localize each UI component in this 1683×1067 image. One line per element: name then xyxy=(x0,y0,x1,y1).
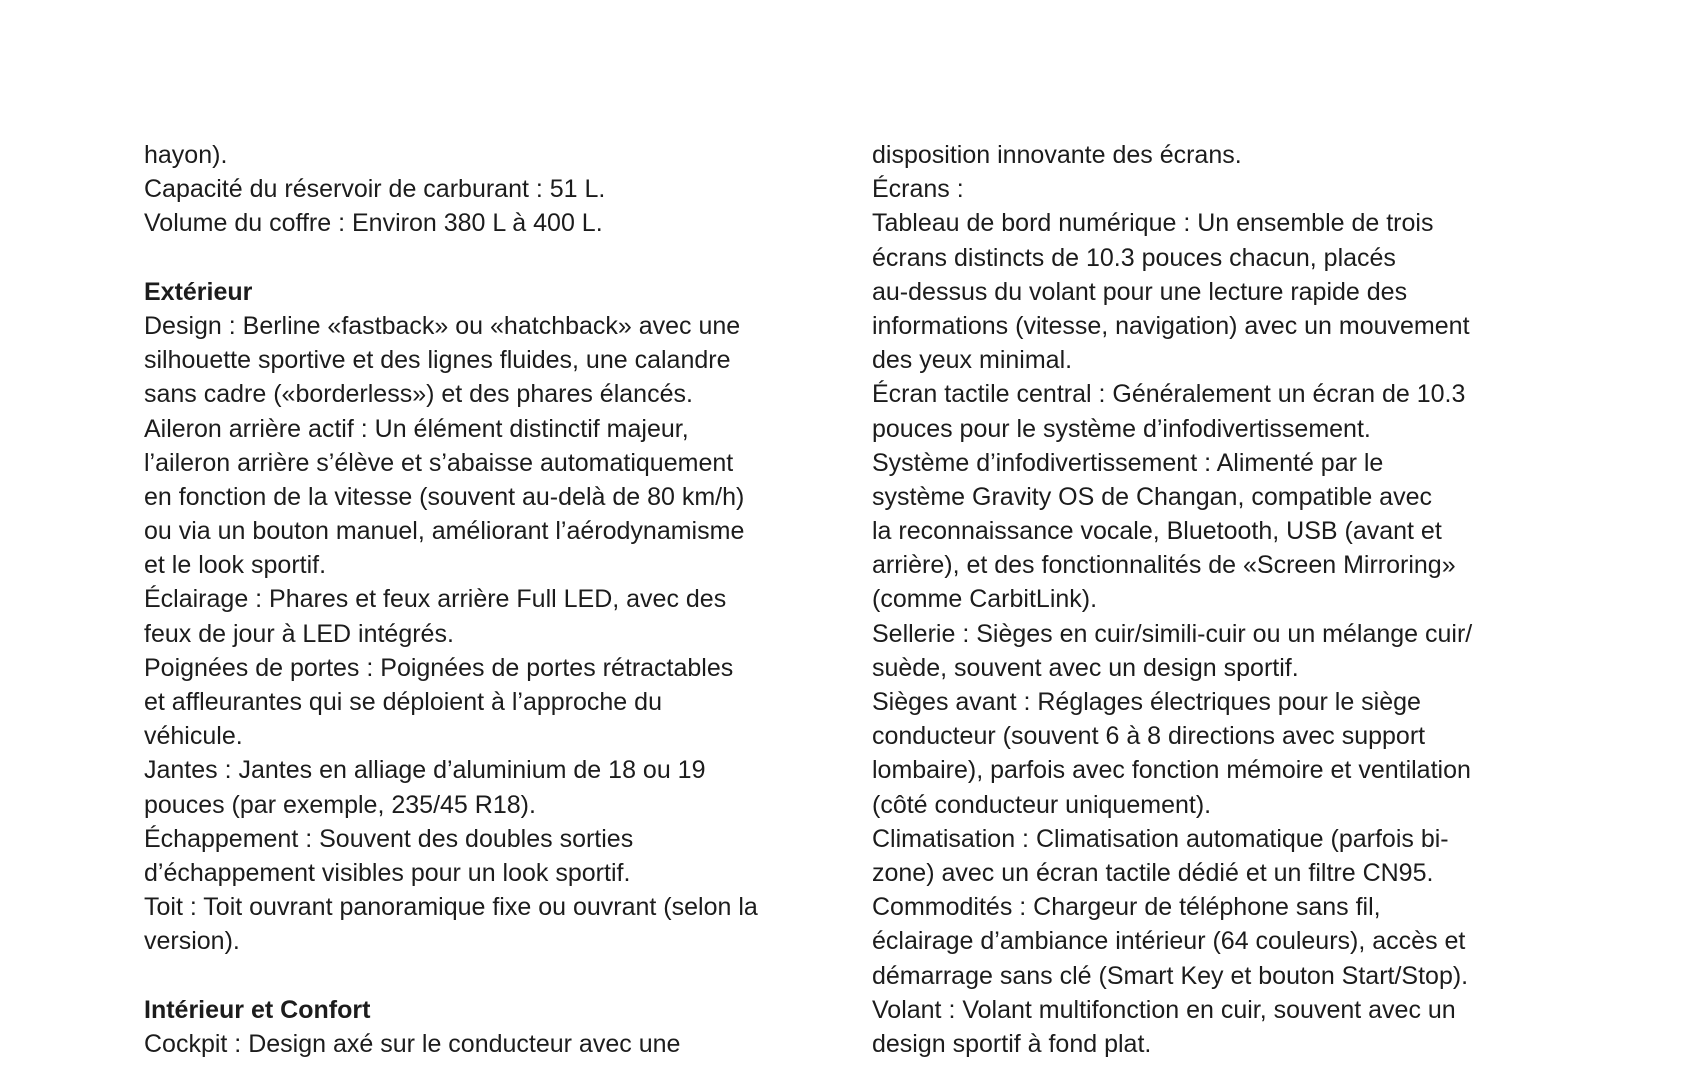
text-line: pouces (par exemple, 235/45 R18). xyxy=(144,790,536,819)
text-line: Éclairage : Phares et feux arrière Full LED, avec des xyxy=(144,585,727,614)
text-line: et affleurantes qui se déploient à l’approche du xyxy=(144,688,662,716)
text-line: disposition innovante des écrans. xyxy=(872,141,1242,169)
text-line: Tableau de bord numérique : Un ensemble de trois xyxy=(872,209,1434,238)
left-column xyxy=(144,138,854,1061)
text-line: suède, souvent avec un design sportif. xyxy=(872,653,1299,682)
right-column xyxy=(872,138,1572,1061)
text-line: des yeux minimal. xyxy=(872,346,1073,375)
text-line: la reconnaissance vocale, Bluetooth, USB (avant et xyxy=(872,517,1442,546)
text-line: ou via un bouton manuel, améliorant l’aérodynamisme xyxy=(144,517,745,546)
text-line: éclairage d’ambiance intérieur (64 couleurs), accès et xyxy=(872,927,1466,956)
text-line: au-dessus du volant pour une lecture rapide des xyxy=(872,277,1408,306)
text-line: véhicule. xyxy=(144,722,243,751)
text-line: Aileron arrière actif : Un élément distinctif majeur, xyxy=(144,414,689,443)
text-line: (comme CarbitLink). xyxy=(872,585,1098,614)
text-line: Climatisation : Climatisation automatique (parfois bi- xyxy=(872,824,1449,853)
text-line: arrière), et des fonctionnalités de «Screen Mirroring» xyxy=(872,551,1456,580)
text-line: zone) avec un écran tactile dédié et un filtre CN95. xyxy=(872,858,1434,887)
text-line: Échappement : Souvent des doubles sorties xyxy=(144,824,634,853)
text-line: Volant : Volant multifonction en cuir, souvent avec un xyxy=(872,995,1456,1024)
text-line: design sportif à fond plat. xyxy=(872,1029,1152,1058)
text-line: hayon). xyxy=(144,141,228,169)
text-line: Capacité du réservoir de carburant : 51 L. xyxy=(144,175,606,204)
text-line: en fonction de la vitesse (souvent au-delà de 80 km/h) xyxy=(144,482,745,511)
text-line: démarrage sans clé (Smart Key et bouton Start/Stop). xyxy=(872,961,1469,990)
text-line: (côté conducteur uniquement). xyxy=(872,790,1212,819)
text-line: informations (vitesse, navigation) avec un mouvement xyxy=(872,311,1470,340)
text-line: système Gravity OS de Changan, compatible avec xyxy=(872,482,1432,511)
text-line: Écrans : xyxy=(872,175,964,204)
text-line: Jantes : Jantes en alliage d’aluminium de 18 ou 19 xyxy=(144,756,706,785)
text-line: Toit : Toit ouvrant panoramique fixe ou ouvrant (selon la xyxy=(144,893,758,922)
text-line: Système d’infodivertissement : Alimenté par le xyxy=(872,448,1384,477)
text-line: Cockpit : Design axé sur le conducteur avec une xyxy=(144,1029,681,1058)
interior-block xyxy=(144,1027,854,1061)
text-line: silhouette sportive et des lignes fluides, une calandre xyxy=(144,346,731,375)
section-heading-exterior: Extérieur xyxy=(144,277,253,306)
text-line: version). xyxy=(144,927,240,956)
exterior-block xyxy=(144,309,854,959)
text-line: et le look sportif. xyxy=(144,551,327,580)
text-line: Écran tactile central : Généralement un écran de 10.3 xyxy=(872,380,1466,409)
paragraph-spacer xyxy=(144,241,854,275)
text-line: Sièges avant : Réglages électriques pour le siège xyxy=(872,688,1421,716)
text-line: Poignées de portes : Poignées de portes rétractables xyxy=(144,653,734,682)
text-line: Sellerie : Sièges en cuir/simili-cuir ou un mélange cuir/ xyxy=(872,619,1473,648)
text-line: l’aileron arrière s’élève et s’abaisse automatiquement xyxy=(144,448,734,477)
text-line: conducteur (souvent 6 à 8 directions avec support xyxy=(872,722,1426,751)
text-line: Volume du coffre : Environ 380 L à 400 L. xyxy=(144,209,603,238)
text-line: d’échappement visibles pour un look sportif. xyxy=(144,858,631,887)
text-line: Design : Berline «fastback» ou «hatchback» avec une xyxy=(144,311,741,340)
text-line: feux de jour à LED intégrés. xyxy=(144,619,454,648)
text-line: Commodités : Chargeur de téléphone sans fil, xyxy=(872,893,1381,922)
text-line: lombaire), parfois avec fonction mémoire et ventilation xyxy=(872,756,1471,785)
text-line: écrans distincts de 10.3 pouces chacun, placés xyxy=(872,243,1396,272)
intro-block xyxy=(144,138,854,241)
section-heading-interior: Intérieur et Confort xyxy=(144,995,371,1024)
text-line: pouces pour le système d’infodivertissement. xyxy=(872,414,1371,443)
text-line: sans cadre («borderless») et des phares élancés. xyxy=(144,380,693,409)
paragraph-spacer xyxy=(144,959,854,993)
